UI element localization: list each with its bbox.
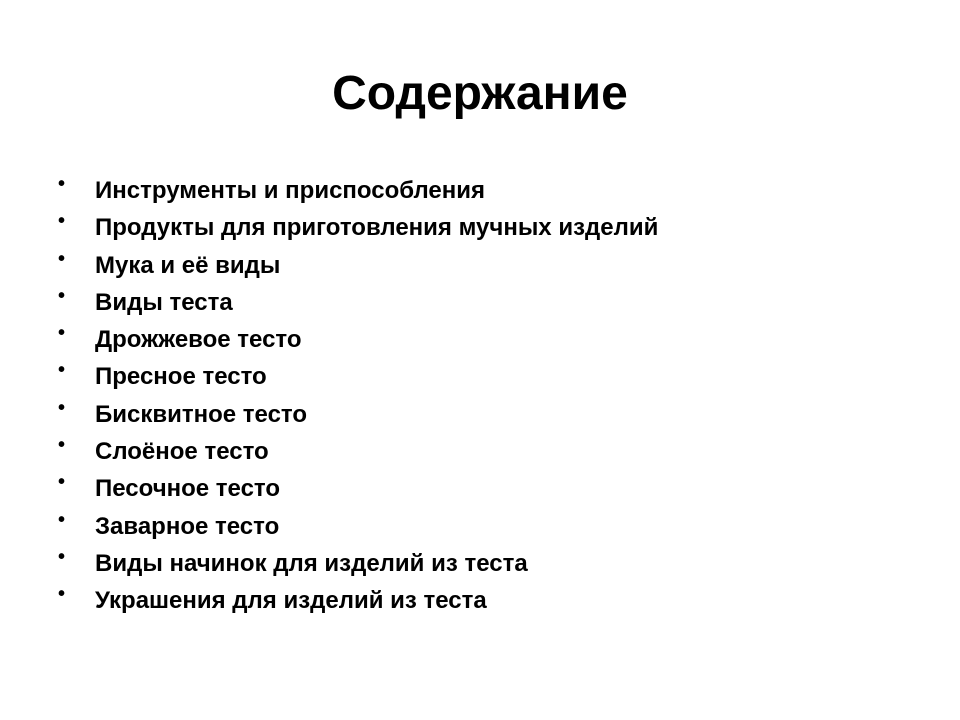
bullet-icon: • xyxy=(58,434,66,457)
content-list xyxy=(58,172,918,620)
list-item xyxy=(58,172,918,209)
list-item-text: Дрожжевое тесто xyxy=(95,326,302,354)
list-item-text: Слоёное тесто xyxy=(95,438,269,466)
list-item-text: Украшения для изделий из теста xyxy=(95,587,487,615)
bullet-icon: • xyxy=(58,545,66,568)
list-item xyxy=(58,209,918,246)
list-item-text: Бисквитное тесто xyxy=(95,400,308,428)
list-item xyxy=(58,396,918,433)
list-item-text: Мука и её виды xyxy=(95,251,281,279)
bullet-icon: • xyxy=(58,210,66,233)
bullet-icon: • xyxy=(58,247,66,270)
bullet-icon: • xyxy=(58,583,66,606)
slide-title: Содержание xyxy=(332,67,628,120)
bullet-icon: • xyxy=(58,508,66,531)
list-item-text: Инструменты и приспособления xyxy=(95,177,486,204)
list-item xyxy=(58,433,918,470)
list-item-text: Виды теста xyxy=(95,288,233,316)
bullet-icon: • xyxy=(58,396,66,419)
list-item-text: Продукты для приготовления мучных изделий xyxy=(95,214,659,242)
bullet-icon: • xyxy=(58,173,66,195)
list-item xyxy=(58,284,918,321)
list-item xyxy=(58,545,918,582)
list-item xyxy=(58,582,918,619)
bullet-icon: • xyxy=(58,359,66,382)
list-item-text: Пресное тесто xyxy=(95,363,267,391)
bullet-icon: • xyxy=(58,471,66,494)
list-item xyxy=(58,321,918,358)
bullet-icon: • xyxy=(58,284,66,307)
list-item-text: Песочное тесто xyxy=(95,475,281,503)
list-item-text: Заварное тесто xyxy=(95,512,280,540)
list-item xyxy=(58,358,918,395)
list-item-text: Виды начинок для изделий из теста xyxy=(95,549,528,577)
list-item xyxy=(58,470,918,507)
list-item xyxy=(58,508,918,545)
bullet-icon: • xyxy=(58,322,66,345)
list-item xyxy=(58,247,918,284)
